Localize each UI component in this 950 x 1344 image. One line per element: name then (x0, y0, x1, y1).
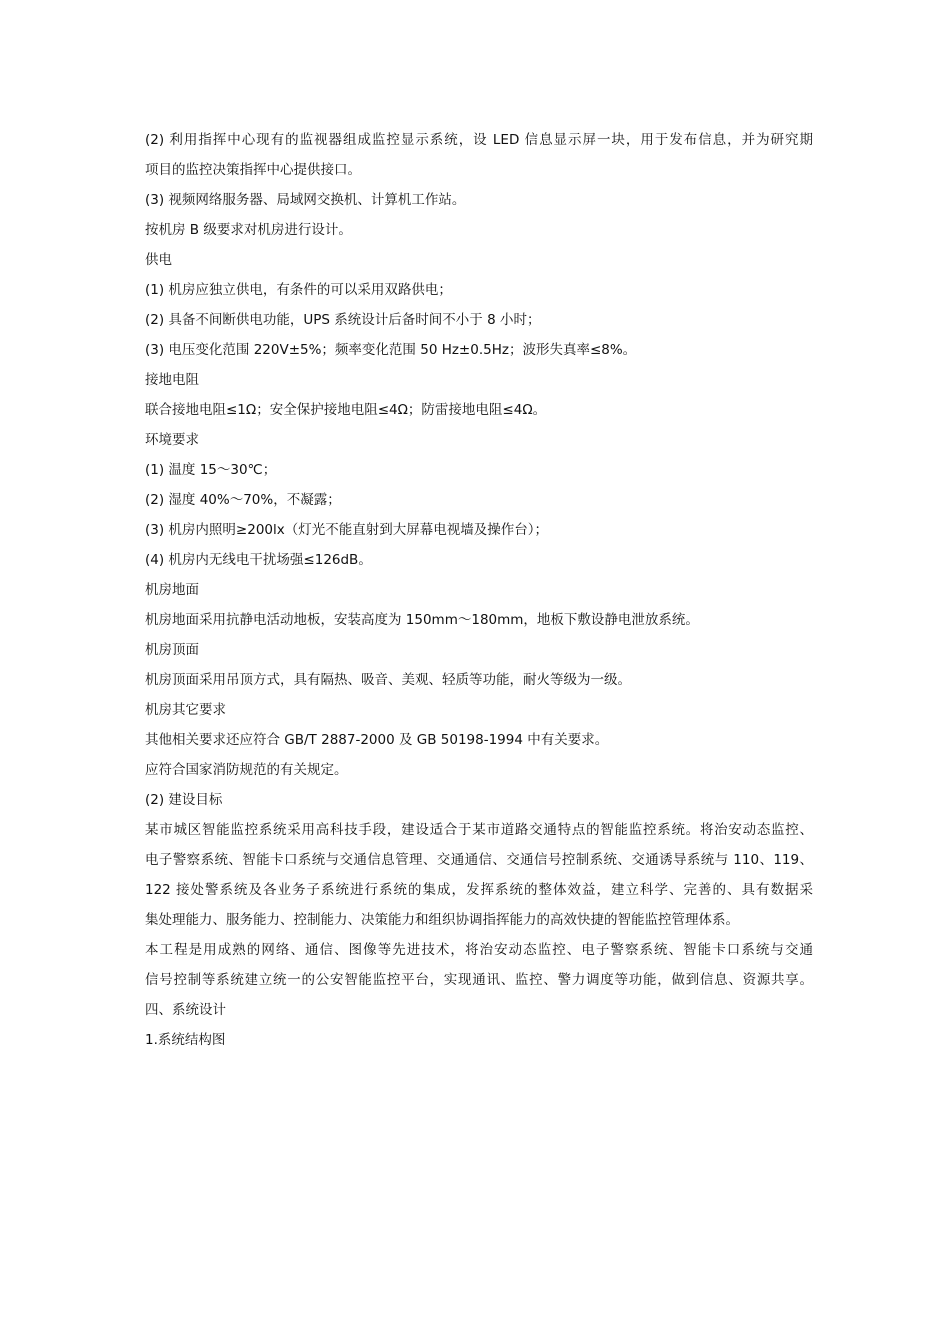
text-line: 本工程是用成熟的网络、通信、图像等先进技术，将治安动态监控、电子警察系统、智能卡口系统与交通 (145, 942, 813, 958)
section-heading: 环境要求 (145, 432, 199, 448)
text-line: (1) 机房应独立供电，有条件的可以采用双路供电； (145, 282, 452, 298)
text-line: 项目的监控决策指挥中心提供接口。 (145, 162, 361, 178)
text-line: 某市城区智能监控系统采用高科技手段，建设适合于某市道路交通特点的智能监控系统。将治安动态监控、 (145, 822, 813, 838)
text-line: 电子警察系统、智能卡口系统与交通信息管理、交通通信、交通信号控制系统、交通诱导系统与 110、119、 (145, 852, 813, 868)
section-heading: (2) 建设目标 (145, 792, 223, 808)
text-line: (1) 温度 15～30℃； (145, 462, 277, 478)
text-line: (3) 视频网络服务器、局域网交换机、计算机工作站。 (145, 192, 466, 208)
text-line: 联合接地电阻≤1Ω；安全保护接地电阻≤4Ω；防雷接地电阻≤4Ω。 (145, 402, 547, 418)
section-heading: 供电 (145, 252, 172, 268)
text-line: 机房地面采用抗静电活动地板，安装高度为 150mm～180mm，地板下敷设静电泄放系统。 (145, 612, 699, 628)
text-line: (2) 利用指挥中心现有的监视器组成监控显示系统，设 LED 信息显示屏一块，用于发布信息，并为研究期 (145, 132, 813, 148)
section-heading: 1.系统结构图 (145, 1032, 226, 1048)
text-line: (4) 机房内无线电干扰场强≤126dB。 (145, 552, 372, 568)
text-line: (3) 电压变化范围 220V±5%；频率变化范围 50 Hz±0.5Hz；波形失真率≤8%。 (145, 342, 637, 358)
text-line: (2) 具备不间断供电功能，UPS 系统设计后备时间不小于 8 小时； (145, 312, 541, 328)
section-heading: 机房地面 (145, 582, 199, 598)
section-heading: 机房其它要求 (145, 702, 226, 718)
document-body (145, 125, 813, 1055)
text-line: 其他相关要求还应符合 GB/T 2887-2000 及 GB 50198-1994 中有关要求。 (145, 732, 609, 748)
text-line: (3) 机房内照明≥200lx（灯光不能直射到大屏幕电视墙及操作台）； (145, 522, 548, 538)
section-heading: 接地电阻 (145, 372, 199, 388)
text-line: 按机房 B 级要求对机房进行设计。 (145, 222, 352, 238)
text-line: 信号控制等系统建立统一的公安智能监控平台，实现通讯、监控、警力调度等功能，做到信息、资源共享。 (145, 972, 813, 988)
text-line: 122 接处警系统及各业务子系统进行系统的集成，发挥系统的整体效益，建立科学、完善的、具有数据采 (145, 882, 813, 898)
section-heading: 四、系统设计 (145, 1002, 226, 1018)
text-line: 应符合国家消防规范的有关规定。 (145, 762, 348, 778)
text-line: 集处理能力、服务能力、控制能力、决策能力和组织协调指挥能力的高效快捷的智能监控管理体系。 (145, 912, 739, 928)
section-heading: 机房顶面 (145, 642, 199, 658)
text-line: (2) 湿度 40%～70%，不凝露； (145, 492, 341, 508)
text-line: 机房顶面采用吊顶方式，具有隔热、吸音、美观、轻质等功能，耐火等级为一级。 (145, 672, 631, 688)
